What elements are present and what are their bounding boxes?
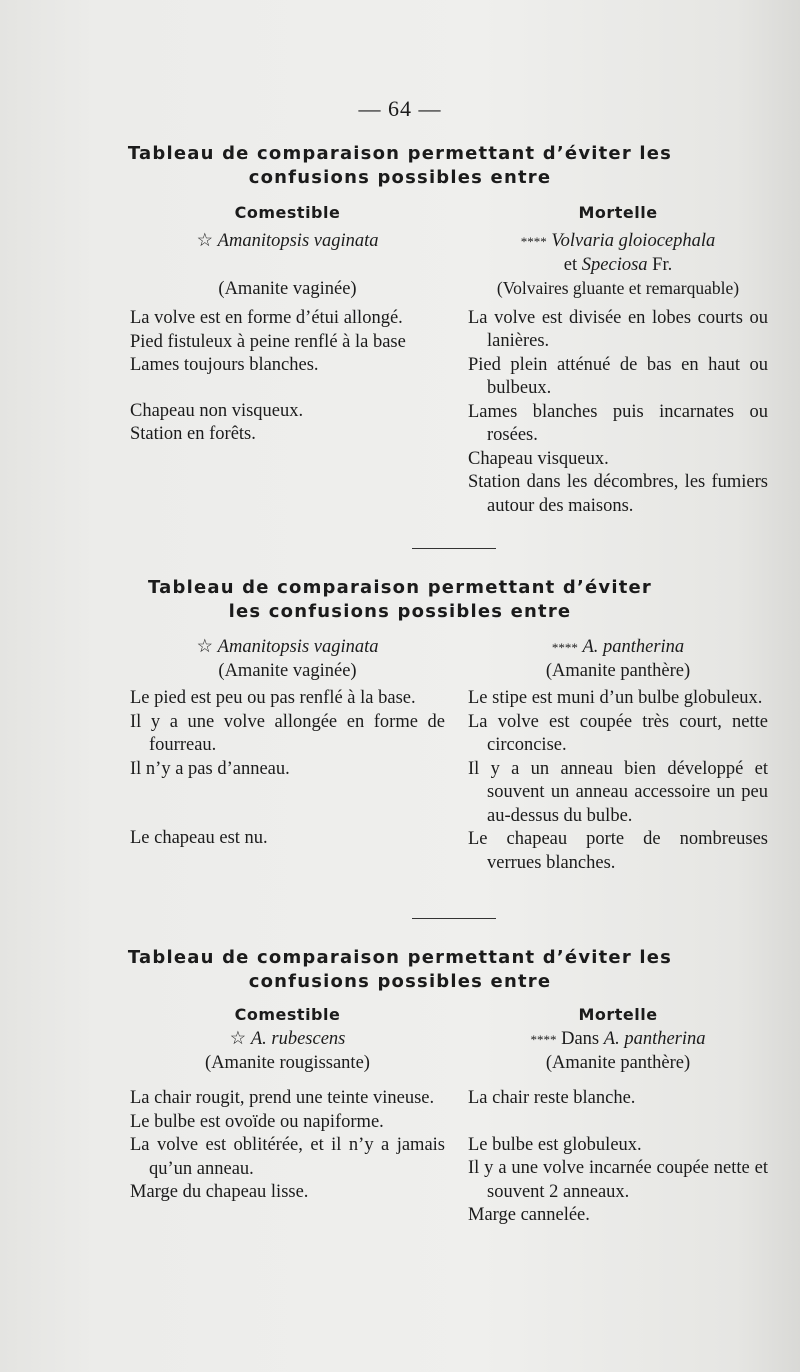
list-item: Le bulbe est globuleux. [468,1134,642,1155]
comparison-table-2 [0,576,800,873]
species-name: **** A. pantherina [551,637,685,657]
common-name: (Amanite vaginée) [218,278,357,299]
deadly-column [468,636,768,875]
edible-column [130,636,445,851]
column-head-deadly: Mortelle [578,1005,658,1024]
list-item: Pied fistuleux à peine renflé à la base [130,331,406,352]
table-title: Tableau de comparaison permettant d’éviter les confusions possibles entre [127,143,673,188]
common-name: (Amanite vaginée) [218,660,357,681]
comparison-table-3 [0,946,800,1225]
list-item: Lames blanches puis incarnates ou rosées. [468,401,768,445]
list-item: Le chapeau est nu. [130,828,268,848]
species-name: **** Dans A. pantherina [530,1029,706,1049]
list-item: La volve est oblitérée, et il n’y a jamais qu’un anneau. [130,1135,445,1179]
common-name: (Amanite panthère) [545,1052,691,1073]
common-name: (Volvaires gluante et remarquable) [496,278,740,298]
list-item: La chair rougit, prend une teinte vineuse. [130,1088,435,1108]
list-item: Il n’y a pas d’anneau. [130,758,290,779]
common-name: (Amanite rougissante) [205,1052,370,1073]
species-name-2: et Speciosa Fr. [563,254,673,275]
list-item: La volve est coupée très court, nette circoncise. [468,711,768,755]
page-number: — 64 — [358,96,442,121]
list-item: La volve est en forme d’étui allongé. [130,308,403,328]
edible-column [130,200,445,447]
column-head-edible: Comestible [234,203,341,222]
list-item: Marge du chapeau lisse. [130,1182,309,1202]
common-name: (Amanite panthère) [545,660,691,681]
column-head-edible: Comestible [234,1005,341,1024]
list-item: Marge cannelée. [468,1205,590,1225]
edible-column [130,1002,445,1205]
list-item: Le bulbe est ovoïde ou napiforme. [130,1111,384,1132]
list-item: Le pied est peu ou pas renflé à la base. [130,688,416,708]
table-title: Tableau de comparaison permettant d’éviter les confusions possibles entre [147,577,653,622]
list-item: Il y a un anneau bien développé et souvent un anneau accessoire un peu au-dessus du bulbe. [468,758,768,826]
species-name: ☆ A. rubescens [229,1029,346,1049]
comparison-table-1 [0,142,800,516]
list-item: La volve est divisée en lobes courts ou lanières. [468,307,768,351]
deadly-column [468,1002,768,1228]
section-divider [412,918,496,919]
deadly-column [468,200,768,518]
table-title: Tableau de comparaison permettant d’éviter les confusions possibles entre [127,947,673,992]
list-item: Pied plein atténué de bas en haut ou bulbeux. [468,354,768,398]
section-divider [412,548,496,549]
list-item: La chair reste blanche. [468,1088,636,1108]
column-head-deadly: Mortelle [578,203,658,222]
list-item: Le stipe est muni d’un bulbe globuleux. [468,688,763,708]
list-item: Il y a une volve allongée en forme de fourreau. [130,711,445,755]
list-item: Chapeau non visqueux. [130,400,304,421]
list-item: Chapeau visqueux. [468,448,609,469]
list-item: Lames toujours blanches. [130,355,319,375]
species-name: **** Volvaria gloiocephala [520,231,716,251]
species-name: ☆ Amanitopsis vaginata [196,637,379,657]
list-item: Station en forêts. [130,424,256,444]
species-name: ☆ Amanitopsis vaginata [196,231,379,251]
list-item: Il y a une volve incarnée coupée nette et souvent 2 anneaux. [468,1158,768,1202]
list-item: Le chapeau porte de nombreuses verrues blanches. [468,829,768,873]
list-item: Station dans les décombres, les fumiers autour des maisons. [468,472,768,516]
